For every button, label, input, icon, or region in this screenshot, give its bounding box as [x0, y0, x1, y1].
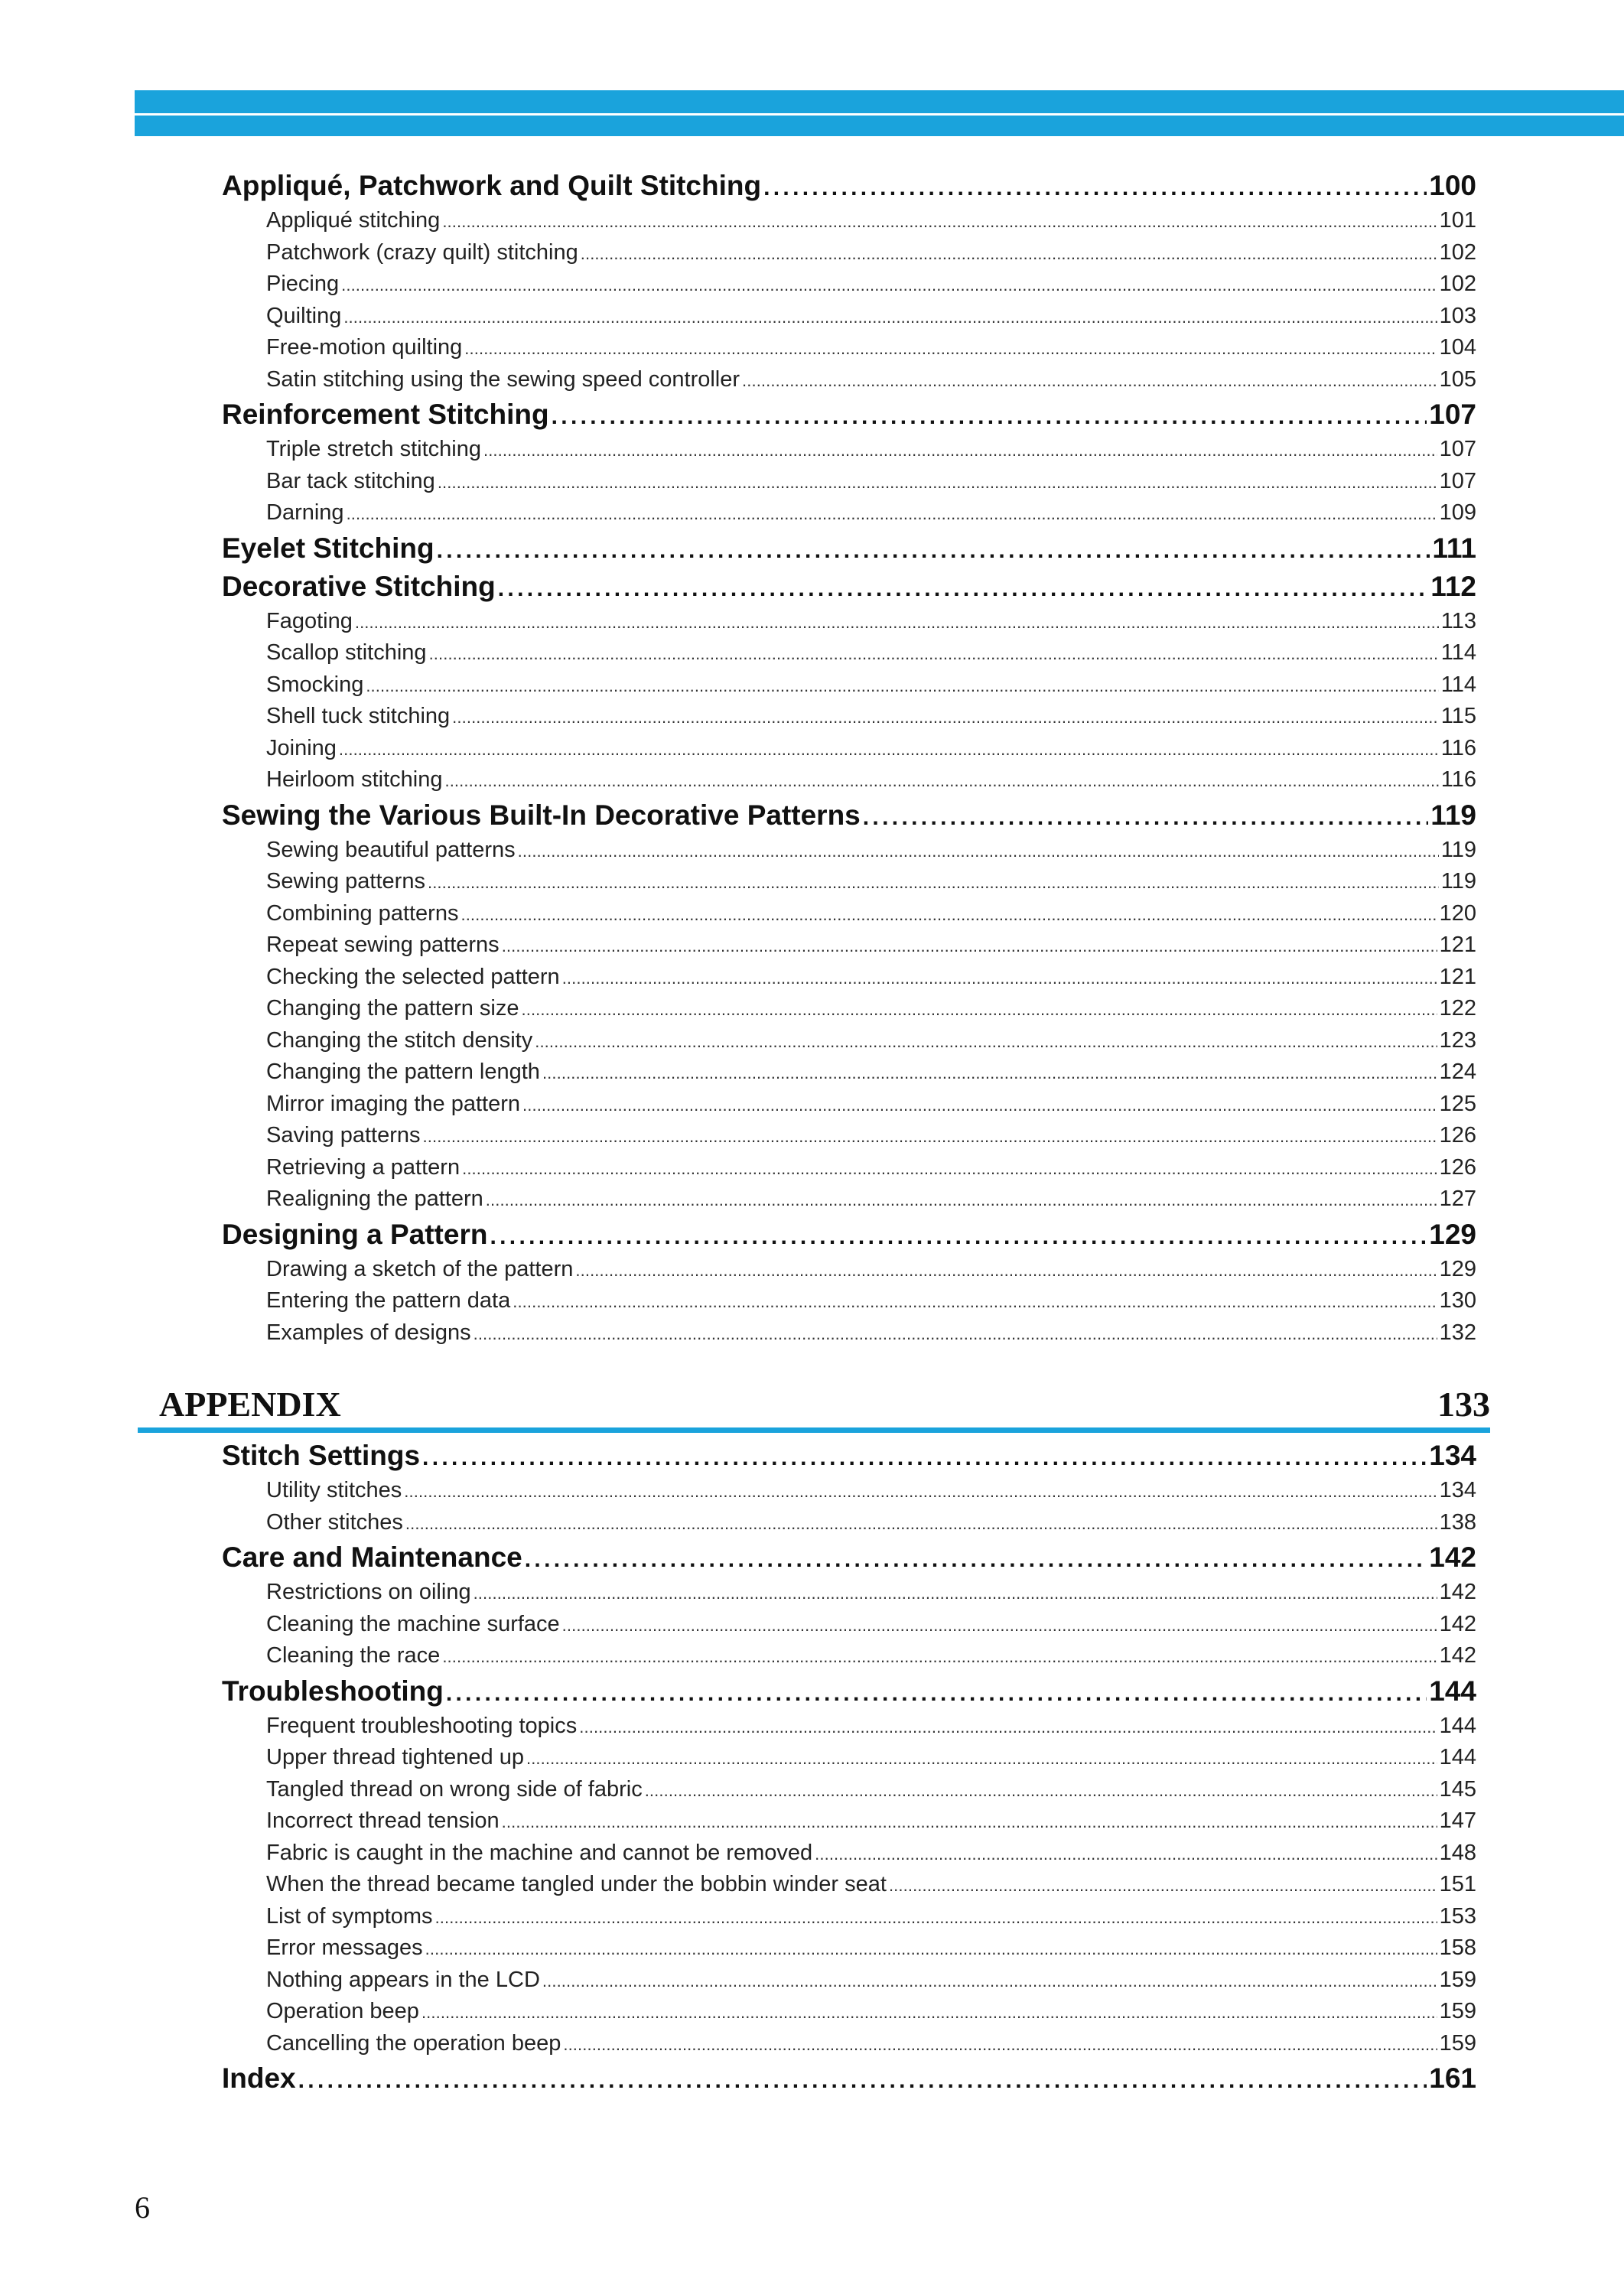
toc-sub-entry[interactable]: [222, 1320, 1476, 1353]
toc-sub-entry[interactable]: [222, 469, 1476, 501]
toc-entry-page: 123: [1439, 1027, 1476, 1053]
toc-entry-title: Repeat sewing patterns: [266, 933, 500, 957]
toc-sub-entry[interactable]: [222, 996, 1476, 1028]
dot-leader: [889, 1876, 1437, 1896]
toc-entry-page: 113: [1440, 608, 1476, 633]
toc-sub-entry[interactable]: [222, 869, 1476, 901]
toc-sub-entry[interactable]: [222, 1714, 1476, 1746]
dot-leader: [339, 740, 1439, 760]
toc-sub-entry[interactable]: [222, 1510, 1476, 1542]
toc-entry-title: Bar tack stitching: [266, 468, 435, 493]
toc-entry-title: Error messages: [266, 1935, 423, 1960]
toc-entry-title: Stitch Settings: [222, 1440, 421, 1471]
dot-leader: [474, 1324, 1437, 1344]
toc-entry-page: 142: [1439, 1580, 1476, 1604]
toc-entry-page: 124: [1439, 1060, 1476, 1084]
dot-leader: [429, 644, 1439, 664]
toc-entry-page: 145: [1439, 1776, 1476, 1802]
toc-entry-title: Scallop stitching: [266, 640, 427, 665]
dot-leader: [581, 244, 1437, 264]
dot-leader: [526, 1749, 1437, 1769]
toc-upper-list: [222, 170, 1476, 1352]
dot-leader: [474, 1584, 1437, 1603]
toc-sub-entry[interactable]: [222, 272, 1476, 304]
toc-entry-title: Checking the selected pattern: [266, 964, 560, 989]
toc-section-entry[interactable]: [222, 170, 1476, 208]
toc-entry-page: 112: [1430, 570, 1476, 602]
header-bar-line: [135, 113, 1624, 116]
toc-entry-page: 148: [1439, 1840, 1476, 1865]
toc-sub-entry[interactable]: [222, 367, 1476, 399]
toc-lower-list: [222, 1440, 1476, 2101]
toc-sub-entry[interactable]: [222, 1092, 1476, 1124]
toc-entry-page: 126: [1439, 1123, 1476, 1148]
dot-leader: [522, 1095, 1437, 1115]
appendix-title: APPENDIX: [159, 1385, 341, 1424]
toc-sub-entry[interactable]: [222, 208, 1476, 240]
toc-sub-entry[interactable]: [222, 704, 1476, 736]
toc-entry-page: 102: [1439, 239, 1476, 265]
toc-entry-title: Shell tuck stitching: [266, 704, 451, 728]
toc-entry-page: 119: [1440, 837, 1476, 862]
toc-sub-entry[interactable]: [222, 240, 1476, 272]
dot-leader: [552, 404, 1427, 430]
toc-entry-page: 105: [1439, 366, 1476, 392]
toc-entry-page: 116: [1440, 735, 1476, 760]
toc-entry-page: 104: [1439, 335, 1476, 360]
toc-section-entry[interactable]: [222, 1675, 1476, 1714]
toc-sub-entry[interactable]: [222, 640, 1476, 672]
toc-sub-entry[interactable]: [222, 1257, 1476, 1289]
dot-leader: [428, 873, 1439, 893]
dot-leader: [347, 504, 1437, 524]
toc-entry-title: Reinforcement Stitching: [222, 399, 549, 430]
toc-entry-page: 134: [1439, 1478, 1476, 1502]
toc-sub-entry[interactable]: [222, 1841, 1476, 1873]
toc-entry-page: 159: [1439, 2030, 1476, 2056]
toc-entry-page: 158: [1439, 1935, 1476, 1960]
dot-leader: [446, 1681, 1427, 1707]
toc-entry-page: 103: [1439, 303, 1476, 328]
toc-entry-title: Retrieving a pattern: [266, 1154, 461, 1180]
toc-section-entry[interactable]: [222, 532, 1476, 571]
toc-section-entry[interactable]: [222, 1440, 1476, 1478]
toc-entry-title: Nothing appears in the LCD: [266, 1967, 540, 1992]
toc-entry-title: List of symptoms: [266, 1903, 433, 1929]
dot-leader: [343, 308, 1437, 327]
dot-leader: [438, 473, 1437, 493]
toc-entry-title: Utility stitches: [266, 1478, 402, 1502]
toc-entry-page: 127: [1439, 1187, 1476, 1211]
dot-leader: [502, 1812, 1437, 1832]
toc-entry-title: Piecing: [266, 272, 340, 296]
toc-sub-entry[interactable]: [222, 1580, 1476, 1612]
toc-entry-page: 107: [1429, 399, 1476, 430]
dot-leader: [464, 339, 1437, 359]
appendix-page: 133: [1437, 1385, 1490, 1424]
toc-entry-page: 147: [1439, 1808, 1476, 1833]
toc-entry-title: Fagoting: [266, 608, 353, 633]
dot-leader: [525, 1547, 1427, 1573]
dot-leader: [562, 968, 1437, 988]
dot-leader: [486, 1190, 1437, 1210]
toc-entry-title: Sewing patterns: [266, 869, 425, 894]
dot-leader: [490, 1224, 1427, 1250]
dot-leader: [422, 1445, 1427, 1471]
toc-entry-page: 115: [1440, 704, 1476, 728]
toc-entry-page: 129: [1429, 1218, 1476, 1250]
toc-entry-title: Other stitches: [266, 1509, 403, 1535]
toc-entry-title: Eyelet Stitching: [222, 532, 434, 564]
toc-sub-entry[interactable]: [222, 1935, 1476, 1968]
toc-sub-entry[interactable]: [222, 1028, 1476, 1060]
toc-sub-entry[interactable]: [222, 1745, 1476, 1777]
dot-leader: [298, 2068, 1427, 2094]
toc-sub-entry[interactable]: [222, 1643, 1476, 1675]
toc-entry-title: Smocking: [266, 672, 364, 697]
dot-leader: [444, 771, 1438, 791]
toc-entry-title: Cancelling the operation beep: [266, 2030, 561, 2056]
toc-entry-title: Triple stretch stitching: [266, 437, 481, 461]
dot-leader: [341, 275, 1437, 295]
toc-entry-title: Combining patterns: [266, 900, 459, 926]
toc-entry-title: Fabric is caught in the machine and cannot be removed: [266, 1840, 813, 1865]
toc-entry-page: 100: [1429, 170, 1476, 201]
dot-leader: [355, 613, 1439, 633]
toc-entry-page: 126: [1439, 1154, 1476, 1180]
toc-entry-title: Drawing a sketch of the pattern: [266, 1256, 574, 1281]
toc-entry-title: Sewing the Various Built-In Decorative Patterns: [222, 799, 861, 831]
toc-entry-title: Free-motion quilting: [266, 335, 463, 360]
dot-leader: [423, 1127, 1437, 1147]
toc-entry-title: Joining: [266, 735, 337, 760]
toc-entry-page: 121: [1439, 964, 1476, 989]
dot-leader: [425, 1939, 1437, 1959]
toc-entry-page: 151: [1439, 1872, 1476, 1896]
toc-entry-title: Decorative Stitching: [222, 570, 496, 602]
toc-entry-title: Cleaning the machine surface: [266, 1611, 560, 1636]
dot-leader: [575, 1261, 1437, 1281]
toc-sub-entry[interactable]: [222, 767, 1476, 799]
toc-entry-page: 119: [1430, 799, 1476, 831]
toc-sub-entry[interactable]: [222, 1288, 1476, 1320]
toc-sub-entry[interactable]: [222, 1612, 1476, 1644]
dot-leader: [645, 1781, 1437, 1801]
dot-leader: [535, 1032, 1437, 1052]
toc-section-entry[interactable]: [222, 799, 1476, 838]
toc-entry-page: 101: [1439, 208, 1476, 233]
dot-leader: [579, 1717, 1437, 1737]
toc-sub-entry[interactable]: [222, 1187, 1476, 1219]
toc-sub-entry[interactable]: [222, 965, 1476, 997]
dot-leader: [742, 371, 1437, 391]
toc-sub-entry[interactable]: [222, 736, 1476, 768]
toc-entry-title: When the thread became tangled under the bobbin winder seat: [266, 1872, 887, 1896]
toc-entry-title: Satin stitching using the sewing speed controller: [266, 366, 740, 392]
toc-entry-page: 130: [1439, 1288, 1476, 1313]
appendix-header: [159, 1377, 1490, 1424]
dot-leader: [366, 676, 1438, 696]
page-number: 6: [135, 2190, 150, 2225]
toc-entry-page: 125: [1439, 1091, 1476, 1116]
toc-entry-title: Upper thread tightened up: [266, 1745, 524, 1769]
toc-sub-entry[interactable]: [222, 500, 1476, 532]
toc-sub-entry[interactable]: [222, 1155, 1476, 1187]
toc-section-entry[interactable]: [222, 399, 1476, 437]
dot-leader: [442, 1647, 1437, 1667]
toc-entry-title: Care and Maintenance: [222, 1541, 522, 1573]
toc-sub-entry[interactable]: [222, 304, 1476, 336]
dot-leader: [421, 2003, 1437, 2023]
toc-entry-page: 102: [1439, 272, 1476, 296]
toc-entry-title: Realigning the pattern: [266, 1187, 483, 1211]
toc-sub-entry[interactable]: [222, 1060, 1476, 1092]
toc-sub-entry[interactable]: [222, 1968, 1476, 2000]
toc-entry-title: Designing a Pattern: [222, 1218, 488, 1250]
toc-entry-page: 122: [1439, 996, 1476, 1021]
dot-leader: [562, 1616, 1437, 1636]
toc-entry-page: 159: [1439, 1999, 1476, 2023]
toc-entry-title: Mirror imaging the pattern: [266, 1091, 521, 1116]
toc-entry-page: 109: [1439, 500, 1476, 525]
toc-entry-page: 111: [1432, 532, 1476, 564]
dot-leader: [404, 1482, 1437, 1502]
dot-leader: [522, 1000, 1437, 1020]
toc-entry-page: 119: [1440, 869, 1476, 894]
dot-leader: [542, 1063, 1437, 1083]
toc-sub-entry[interactable]: [222, 335, 1476, 367]
toc-sub-entry[interactable]: [222, 437, 1476, 469]
toc-entry-title: Changing the stitch density: [266, 1027, 533, 1053]
toc-entry-title: Changing the pattern size: [266, 996, 519, 1021]
toc-sub-entry[interactable]: [222, 1872, 1476, 1904]
toc-sub-entry[interactable]: [222, 1478, 1476, 1510]
toc-entry-page: 116: [1440, 767, 1476, 792]
toc-entry-page: 107: [1439, 437, 1476, 461]
toc-entry-page: 120: [1439, 900, 1476, 926]
toc-entry-page: 134: [1429, 1440, 1476, 1471]
dot-leader: [405, 1514, 1437, 1534]
toc-entry-page: 153: [1439, 1903, 1476, 1929]
toc-entry-title: Appliqué stitching: [266, 208, 441, 233]
toc-sub-entry[interactable]: [222, 672, 1476, 705]
dot-leader: [437, 538, 1430, 564]
toc-entry-page: 132: [1439, 1320, 1476, 1345]
toc-entry-page: 121: [1439, 933, 1476, 957]
toc-entry-page: 144: [1439, 1713, 1476, 1738]
toc-entry-title: Entering the pattern data: [266, 1288, 511, 1313]
toc-entry-page: 138: [1439, 1509, 1476, 1535]
dot-leader: [502, 936, 1437, 956]
toc-sub-entry[interactable]: [222, 901, 1476, 933]
toc-entry-page: 129: [1439, 1256, 1476, 1281]
dot-leader: [542, 1971, 1437, 1991]
toc-entry-title: Index: [222, 2062, 296, 2094]
toc-entry-page: 142: [1429, 1541, 1476, 1573]
dot-leader: [461, 905, 1437, 925]
toc-sub-entry[interactable]: [222, 1904, 1476, 1936]
toc-section-entry[interactable]: [222, 1541, 1476, 1580]
toc-entry-page: 159: [1439, 1967, 1476, 1992]
dot-leader: [513, 1292, 1437, 1312]
dot-leader: [498, 576, 1429, 602]
toc-entry-title: Troubleshooting: [222, 1675, 444, 1707]
toc-entry-title: Incorrect thread tension: [266, 1808, 500, 1833]
toc-entry-title: Patchwork (crazy quilt) stitching: [266, 239, 578, 265]
dot-leader: [863, 805, 1429, 831]
toc-sub-entry[interactable]: [222, 838, 1476, 870]
appendix-rule: [138, 1427, 1490, 1433]
toc-sub-entry[interactable]: [222, 609, 1476, 641]
toc-sub-entry[interactable]: [222, 1808, 1476, 1841]
dot-leader: [452, 708, 1439, 728]
header-bar: [135, 90, 1624, 136]
toc-sub-entry[interactable]: [222, 1999, 1476, 2031]
toc-entry-title: Changing the pattern length: [266, 1060, 540, 1084]
toc-entry-title: Operation beep: [266, 1999, 419, 2023]
toc-entry-page: 142: [1439, 1643, 1476, 1668]
dot-leader: [518, 842, 1439, 861]
toc-entry-title: Sewing beautiful patterns: [266, 837, 516, 862]
toc-sub-entry[interactable]: [222, 933, 1476, 965]
toc-sub-entry[interactable]: [222, 1123, 1476, 1155]
toc-sub-entry[interactable]: [222, 1777, 1476, 1809]
dot-leader: [483, 441, 1437, 461]
dot-leader: [435, 1908, 1437, 1928]
toc-section-entry[interactable]: [222, 571, 1476, 609]
toc-entry-title: Frequent troubleshooting topics: [266, 1713, 578, 1738]
toc-entry-title: Darning: [266, 500, 344, 525]
toc-entry-page: 142: [1439, 1611, 1476, 1636]
toc-entry-title: Tangled thread on wrong side of fabric: [266, 1776, 643, 1802]
dot-leader: [763, 175, 1427, 201]
toc-entry-title: Restrictions on oiling: [266, 1580, 471, 1604]
toc-entry-title: Appliqué, Patchwork and Quilt Stitching: [222, 170, 762, 201]
toc-entry-page: 144: [1429, 1675, 1476, 1707]
toc-entry-page: 114: [1440, 640, 1476, 665]
toc-section-entry[interactable]: [222, 2062, 1476, 2101]
dot-leader: [462, 1159, 1437, 1179]
toc-entry-title: Saving patterns: [266, 1123, 421, 1148]
dot-leader: [563, 2035, 1437, 2055]
toc-entry-page: 144: [1439, 1745, 1476, 1769]
toc-sub-entry[interactable]: [222, 2031, 1476, 2063]
toc-entry-title: Cleaning the race: [266, 1643, 441, 1668]
dot-leader: [442, 212, 1437, 232]
toc-entry-page: 107: [1439, 468, 1476, 493]
toc-entry-title: Heirloom stitching: [266, 767, 443, 792]
toc-entry-title: Examples of designs: [266, 1320, 471, 1345]
dot-leader: [815, 1844, 1437, 1864]
toc-entry-page: 114: [1440, 672, 1476, 697]
toc-section-entry[interactable]: [222, 1219, 1476, 1257]
toc-entry-title: Quilting: [266, 303, 342, 328]
toc-entry-page: 161: [1429, 2062, 1476, 2094]
